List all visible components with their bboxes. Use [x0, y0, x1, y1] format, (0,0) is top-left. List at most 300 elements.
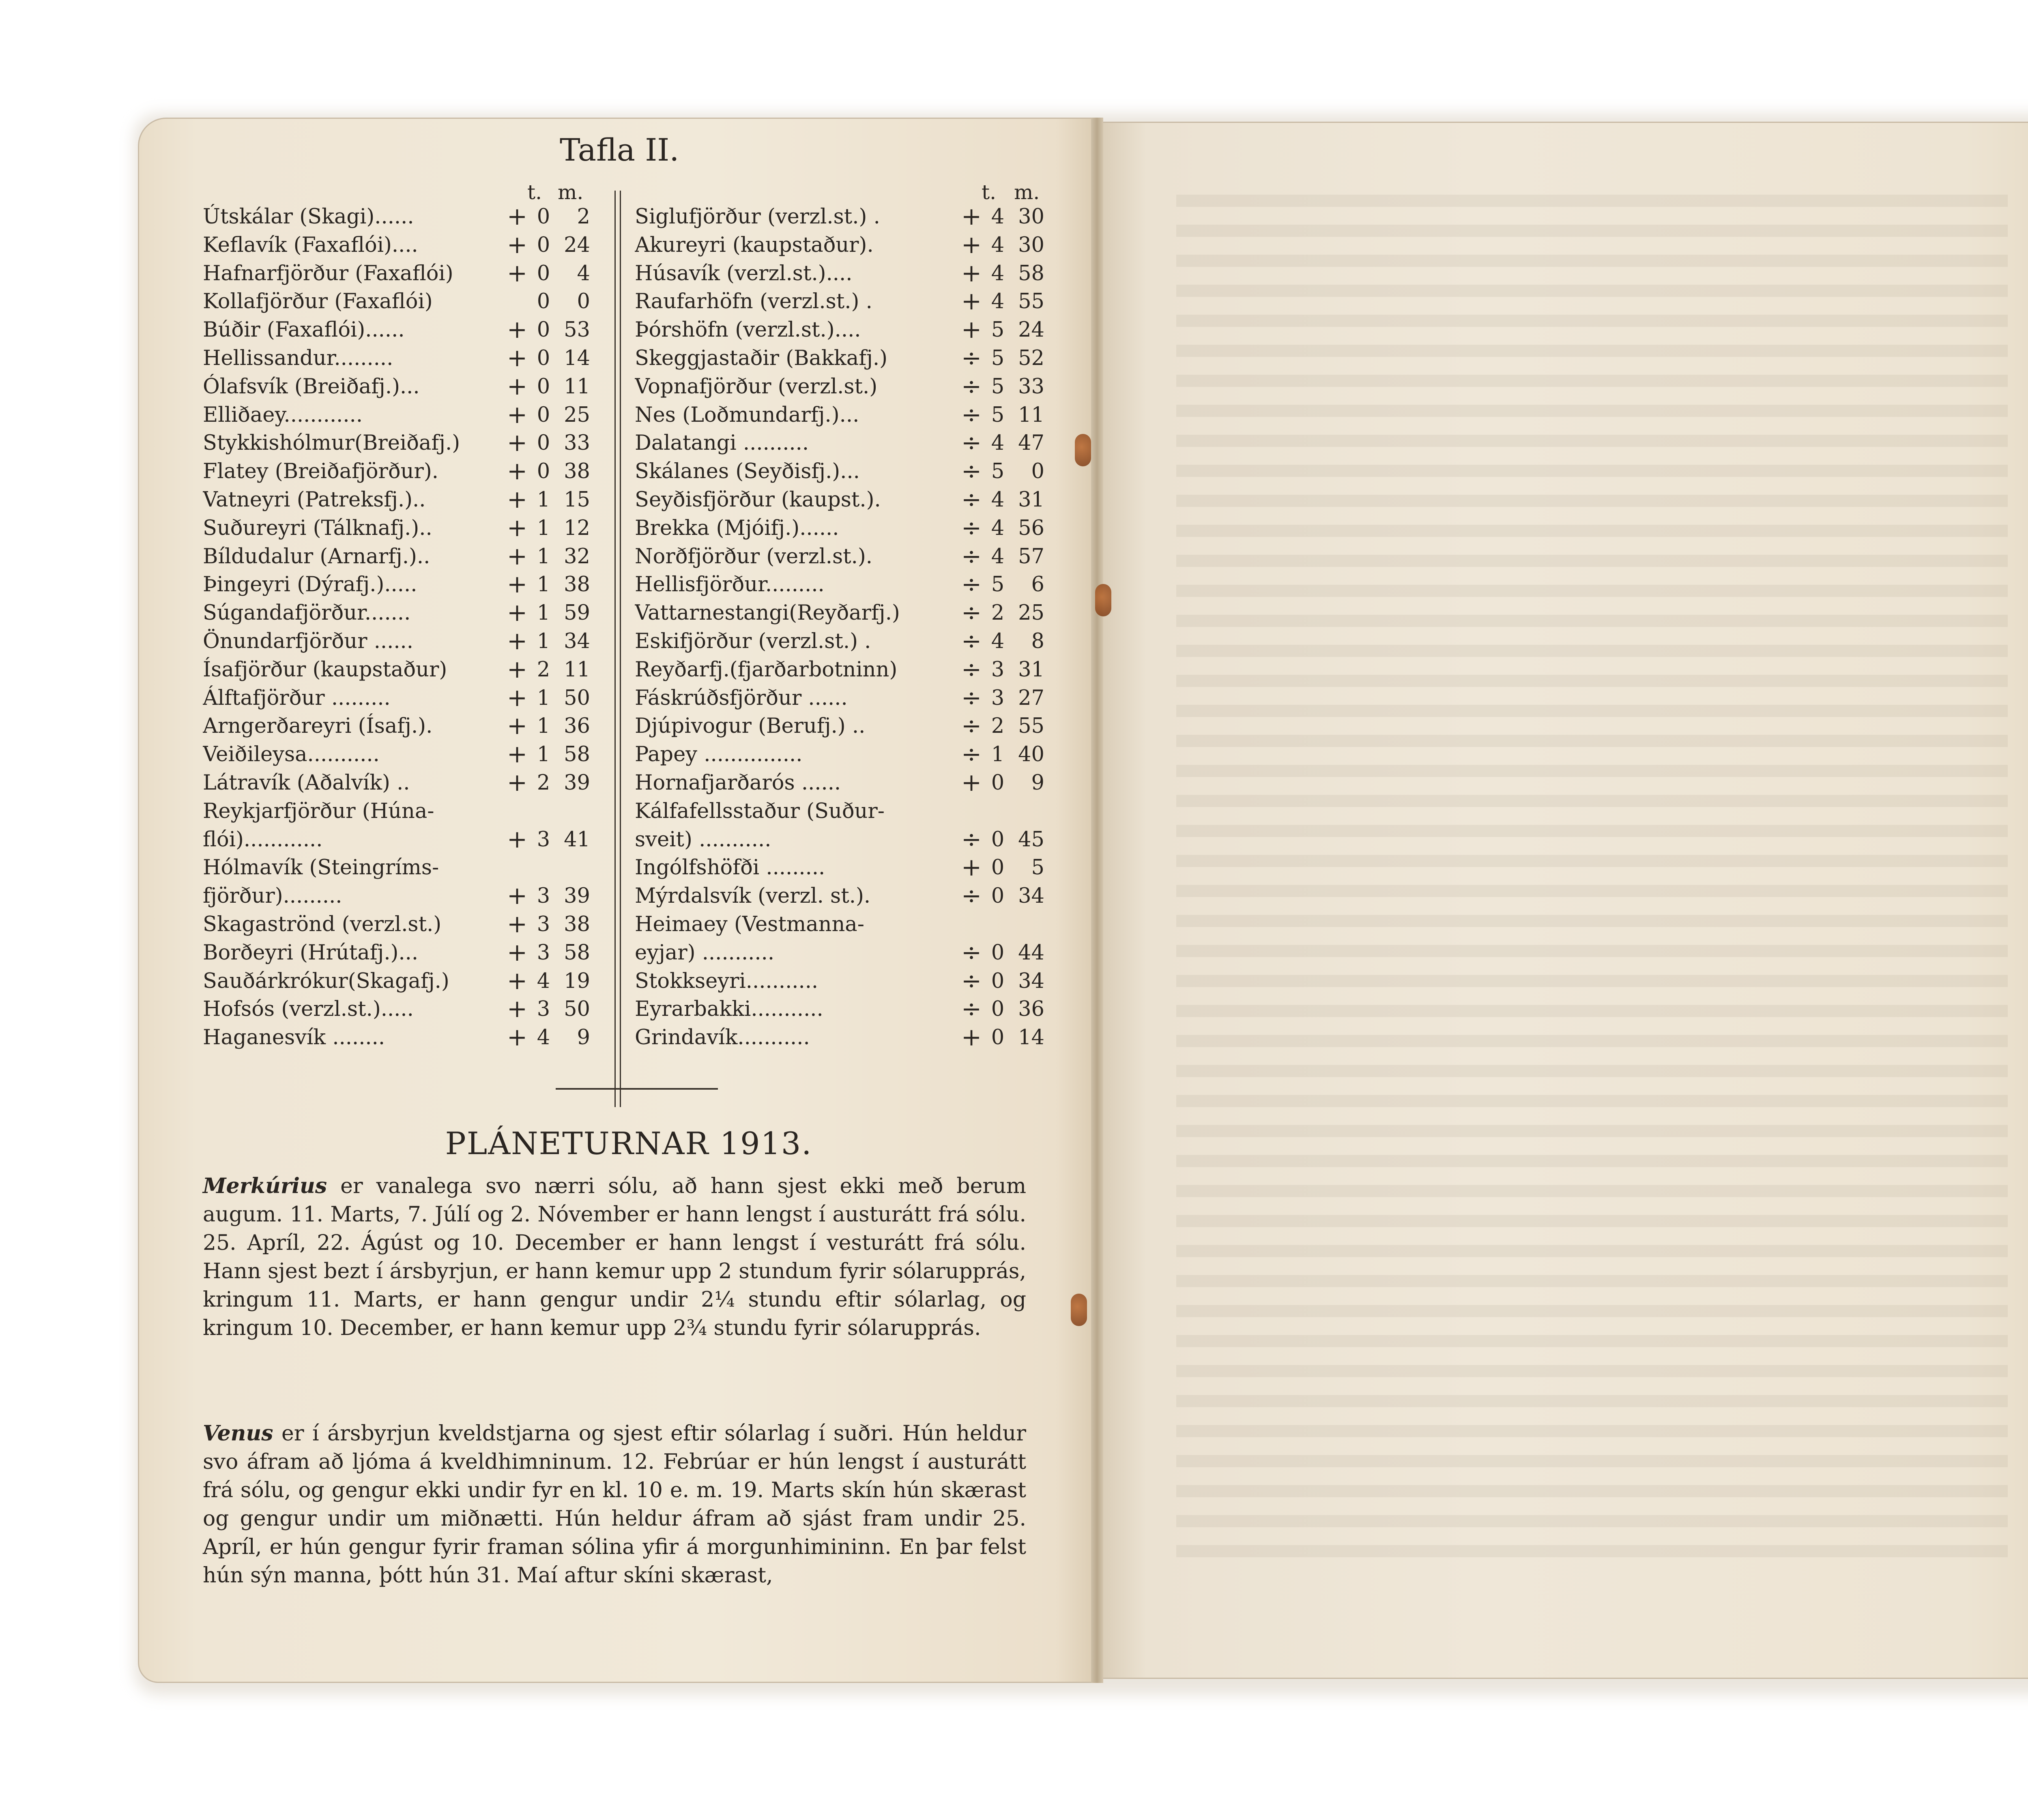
minutes: 41 — [564, 827, 590, 852]
hours: 0 — [537, 318, 550, 342]
sign: ÷ — [961, 966, 982, 995]
sign: + — [507, 938, 528, 967]
left-unit-minutes: m. — [558, 180, 584, 204]
minutes: 30 — [1018, 233, 1044, 257]
minutes: 19 — [564, 969, 590, 993]
sign: + — [507, 882, 528, 910]
place-name: Dalatangi .......... — [635, 431, 809, 455]
minutes: 53 — [564, 318, 590, 342]
place-name: Hofsós (verzl.st.)..... — [203, 997, 414, 1022]
place-name: Reyðarfj.(fjarðarbotninn) — [635, 657, 898, 682]
hours: 1 — [537, 686, 550, 710]
sign: + — [507, 627, 528, 655]
place-name: Vopnafjörður (verzl.st.) — [635, 374, 878, 399]
sign: + — [961, 230, 982, 259]
place-name: Ingólfshöfði ......... — [635, 856, 825, 880]
table-left-column — [203, 203, 633, 1052]
table-row — [635, 882, 1053, 910]
hours: 0 — [537, 431, 550, 455]
place-name: Bíldudalur (Arnarfj.).. — [203, 544, 430, 569]
minutes: 38 — [564, 573, 590, 597]
sign: + — [961, 1023, 982, 1052]
table-row — [203, 514, 633, 543]
minutes: 25 — [1018, 601, 1044, 625]
sign: + — [507, 202, 528, 231]
sign: + — [507, 400, 528, 429]
table-row — [635, 260, 1053, 288]
sign: ÷ — [961, 712, 982, 740]
sign: ÷ — [961, 429, 982, 457]
hours: 0 — [991, 1026, 1005, 1050]
table-row — [635, 826, 1053, 854]
table-row — [635, 486, 1053, 514]
table-row — [203, 797, 633, 826]
venus-lead: Venus — [203, 1421, 273, 1446]
minutes: 34 — [1018, 969, 1044, 993]
sign: + — [507, 485, 528, 514]
table-row — [203, 995, 633, 1024]
hours: 1 — [537, 544, 550, 569]
place-name: Útskálar (Skagi)...... — [203, 205, 414, 229]
hours: 5 — [991, 318, 1005, 342]
minutes: 39 — [564, 884, 590, 908]
table-title: Tafla II. — [560, 132, 679, 168]
hours: 1 — [537, 743, 550, 767]
minutes: 24 — [1018, 318, 1044, 342]
place-name: Látravík (Aðalvík) .. — [203, 770, 410, 795]
section-heading: PLÁNETURNAR 1913. — [445, 1125, 812, 1161]
hours: 5 — [991, 374, 1005, 399]
place-name: Skálanes (Seyðisfj.)... — [635, 459, 860, 484]
table-row — [635, 288, 1053, 316]
table-row — [635, 231, 1053, 260]
place-name: Akureyri (kaupstaður). — [635, 233, 874, 257]
table-row — [635, 316, 1053, 344]
hours: 5 — [991, 573, 1005, 597]
sign: ÷ — [961, 995, 982, 1024]
sign: + — [507, 1023, 528, 1052]
sign: ÷ — [961, 542, 982, 571]
sign: + — [507, 570, 528, 599]
place-name: Brekka (Mjóifj.)...... — [635, 516, 839, 540]
hours: 4 — [537, 969, 550, 993]
place-name: Skeggjastaðir (Bakkafj.) — [635, 346, 888, 370]
sign: ÷ — [961, 627, 982, 655]
place-name: Ólafsvík (Breiðafj.)... — [203, 374, 420, 399]
sign: ÷ — [961, 513, 982, 542]
place-name: Eskifjörður (verzl.st.) . — [635, 629, 871, 653]
minutes: 59 — [564, 601, 590, 625]
sign: + — [507, 655, 528, 684]
place-name: Önundarfjörður ...... — [203, 629, 413, 653]
sign: + — [507, 542, 528, 571]
sign: + — [507, 513, 528, 542]
sign: ÷ — [961, 655, 982, 684]
sign: + — [961, 287, 982, 316]
minutes: 33 — [1018, 374, 1044, 399]
sign: ÷ — [961, 343, 982, 372]
minutes: 12 — [564, 516, 590, 540]
table-row — [203, 203, 633, 231]
sign: ÷ — [961, 740, 982, 769]
sign: + — [507, 372, 528, 401]
place-name: Arngerðareyri (Ísafj.). — [203, 714, 433, 738]
table-row — [635, 203, 1053, 231]
table-row — [203, 543, 633, 571]
sign: + — [507, 825, 528, 854]
table-row — [203, 712, 633, 740]
table-row — [203, 939, 633, 967]
minutes: 57 — [1018, 544, 1044, 569]
sign: ÷ — [961, 882, 982, 910]
sign: ÷ — [961, 938, 982, 967]
place-name: Vatneyri (Patreksfj.).. — [203, 487, 426, 512]
minutes: 25 — [564, 403, 590, 427]
place-name: Suðureyri (Tálknafj.).. — [203, 516, 432, 540]
sign: ÷ — [961, 683, 982, 712]
minutes: 38 — [564, 459, 590, 484]
sign: ÷ — [961, 485, 982, 514]
place-name: Heimaey (Vestmanna- — [635, 912, 864, 936]
venus-text: er í ársbyrjun kveldstjarna og sjest eftir sólarlag í suðri. Hún heldur svo áfram að ljóma á kveldhimninum. 12. Febrúar er hún lengst í austurátt frá sólu, og gengur ekki undir fyr en kl. 10 e. m. 19. Marts skín hún skærast og gengur undir um miðnætti. Hún heldur áfram að sjást fram undir 25. Apríl, er hún gengur fyrir framan sólina yfir á morgunhimininn. En þar felst hún sýn manna, þótt hún 31. Maí aftur skíni skærast, — [203, 1421, 1026, 1588]
hours: 5 — [991, 459, 1005, 484]
minutes: 6 — [1031, 573, 1044, 597]
minutes: 34 — [1018, 884, 1044, 908]
hours: 1 — [537, 487, 550, 512]
staple-top — [1075, 434, 1091, 466]
table-row — [635, 373, 1053, 401]
column-divider — [614, 191, 621, 1107]
minutes: 11 — [564, 657, 590, 682]
table-row — [635, 457, 1053, 486]
place-name: Sauðárkrókur(Skagafj.) — [203, 969, 449, 993]
place-name: Hafnarfjörður (Faxaflói) — [203, 261, 453, 285]
hours: 4 — [991, 629, 1005, 653]
place-name: sveit) ........... — [635, 827, 771, 852]
table-row — [635, 740, 1053, 769]
mercury-paragraph — [203, 1172, 1026, 1342]
book-spine — [1091, 118, 1103, 1683]
hours: 0 — [991, 856, 1005, 880]
minutes: 32 — [564, 544, 590, 569]
place-name: Hornafjarðarós ...... — [635, 770, 841, 795]
hours: 4 — [991, 261, 1005, 285]
place-name: Stokkseyri........... — [635, 969, 819, 993]
sign: + — [507, 315, 528, 344]
table-row — [635, 514, 1053, 543]
table-row — [635, 797, 1053, 826]
place-name: Ísafjörður (kaupstaður) — [203, 657, 447, 682]
sign: ÷ — [961, 372, 982, 401]
table-row — [635, 627, 1053, 656]
hours: 4 — [991, 487, 1005, 512]
sign: + — [507, 457, 528, 486]
minutes: 44 — [1018, 940, 1044, 965]
hours: 0 — [991, 884, 1005, 908]
table-row — [635, 910, 1053, 939]
place-name: eyjar) ........... — [635, 940, 775, 965]
hours: 4 — [991, 516, 1005, 540]
hours: 4 — [991, 431, 1005, 455]
table-row — [203, 627, 633, 656]
hours: 2 — [537, 770, 550, 795]
staple-middle — [1095, 584, 1111, 616]
hours: 1 — [537, 573, 550, 597]
sign: ÷ — [961, 457, 982, 486]
hours: 0 — [537, 346, 550, 370]
minutes: 0 — [1031, 459, 1044, 484]
sign: + — [507, 259, 528, 288]
place-name: Haganesvík ........ — [203, 1026, 385, 1050]
minutes: 58 — [1018, 261, 1044, 285]
minutes: 38 — [564, 912, 590, 936]
table-row — [203, 373, 633, 401]
table-row — [203, 344, 633, 373]
hours: 1 — [537, 629, 550, 653]
place-name: Kálfafellsstaður (Suður- — [635, 799, 885, 823]
minutes: 52 — [1018, 346, 1044, 370]
sign: ÷ — [961, 400, 982, 429]
place-name: Hellisfjörður......... — [635, 573, 825, 597]
table-row — [635, 1024, 1053, 1052]
hours: 3 — [537, 940, 550, 965]
hours: 3 — [991, 686, 1005, 710]
minutes: 56 — [1018, 516, 1044, 540]
sign: + — [507, 343, 528, 372]
hours: 0 — [537, 233, 550, 257]
hours: 5 — [991, 346, 1005, 370]
table-row — [203, 457, 633, 486]
minutes: 24 — [564, 233, 590, 257]
minutes: 31 — [1018, 487, 1044, 512]
table-row — [203, 260, 633, 288]
table-row — [203, 401, 633, 429]
place-name: Norðfjörður (verzl.st.). — [635, 544, 872, 569]
table-row — [635, 712, 1053, 740]
sign: ÷ — [961, 570, 982, 599]
hours: 2 — [537, 657, 550, 682]
table-row — [203, 571, 633, 599]
minutes: 31 — [1018, 657, 1044, 682]
table-row — [203, 684, 633, 713]
venus-paragraph — [203, 1419, 1026, 1590]
place-name: Raufarhöfn (verzl.st.) . — [635, 290, 872, 314]
mercury-lead: Merkúrius — [203, 1174, 327, 1198]
sign: + — [507, 740, 528, 769]
table-row — [635, 429, 1053, 457]
minutes: 9 — [577, 1026, 590, 1050]
hours: 0 — [537, 290, 550, 314]
table-row — [203, 910, 633, 939]
hours: 4 — [991, 290, 1005, 314]
hours: 3 — [537, 912, 550, 936]
minutes: 33 — [564, 431, 590, 455]
place-name: Fáskrúðsfjörður ...... — [635, 686, 848, 710]
sign: + — [507, 910, 528, 938]
hours: 0 — [537, 403, 550, 427]
hours: 4 — [991, 205, 1005, 229]
hours: 0 — [991, 997, 1005, 1022]
table-right-column — [635, 203, 1053, 1052]
place-name: Eyrarbakki........... — [635, 997, 823, 1022]
minutes: 30 — [1018, 205, 1044, 229]
table-row — [635, 769, 1053, 797]
place-name: Djúpivogur (Berufj.) .. — [635, 714, 866, 738]
place-name: Búðir (Faxaflói)...... — [203, 318, 405, 342]
right-unit-hours: t. — [982, 180, 996, 204]
minutes: 8 — [1031, 629, 1044, 653]
sign: + — [507, 966, 528, 995]
minutes: 4 — [577, 261, 590, 285]
table-row — [635, 571, 1053, 599]
table-row — [203, 599, 633, 627]
hours: 2 — [991, 601, 1005, 625]
hours: 2 — [991, 714, 1005, 738]
hours: 4 — [991, 544, 1005, 569]
hours: 1 — [537, 601, 550, 625]
table-row — [635, 967, 1053, 996]
hours: 0 — [537, 261, 550, 285]
minutes: 2 — [577, 205, 590, 229]
place-name: flói)............ — [203, 827, 323, 852]
minutes: 27 — [1018, 686, 1044, 710]
sign: + — [507, 429, 528, 457]
table-row — [203, 486, 633, 514]
hours: 0 — [991, 827, 1005, 852]
minutes: 45 — [1018, 827, 1044, 852]
hours: 1 — [991, 743, 1005, 767]
place-name: Mýrdalsvík (verzl. st.). — [635, 884, 871, 908]
minutes: 55 — [1018, 714, 1044, 738]
hours: 0 — [991, 940, 1005, 965]
minutes: 55 — [1018, 290, 1044, 314]
hours: 4 — [991, 233, 1005, 257]
place-name: Álftafjörður ......... — [203, 686, 391, 710]
sign: + — [507, 995, 528, 1024]
place-name: Flatey (Breiðafjörður). — [203, 459, 438, 484]
sign: + — [961, 202, 982, 231]
minutes: 14 — [1018, 1026, 1044, 1050]
place-name: Skagaströnd (verzl.st.) — [203, 912, 442, 936]
table-row — [635, 939, 1053, 967]
place-name: Hellissandur......... — [203, 346, 393, 370]
place-name: Súgandafjörður....... — [203, 601, 411, 625]
minutes: 58 — [564, 743, 590, 767]
minutes: 15 — [564, 487, 590, 512]
sign: + — [507, 230, 528, 259]
place-name: Hólmavík (Steingríms- — [203, 856, 439, 880]
hours: 0 — [537, 459, 550, 484]
minutes: 34 — [564, 629, 590, 653]
minutes: 50 — [564, 997, 590, 1022]
sign: + — [507, 768, 528, 797]
hours: 1 — [537, 516, 550, 540]
minutes: 11 — [564, 374, 590, 399]
hours: 5 — [991, 403, 1005, 427]
hours: 3 — [537, 997, 550, 1022]
table-row — [635, 599, 1053, 627]
minutes: 50 — [564, 686, 590, 710]
table-row — [203, 288, 633, 316]
place-name: Keflavík (Faxaflói).... — [203, 233, 418, 257]
minutes: 11 — [1018, 403, 1044, 427]
show-through-text — [1176, 195, 2008, 1573]
table-row — [203, 429, 633, 457]
minutes: 39 — [564, 770, 590, 795]
sign: + — [961, 853, 982, 882]
hours: 4 — [537, 1026, 550, 1050]
table-row — [635, 656, 1053, 684]
place-name: Vattarnestangi(Reyðarfj.) — [635, 601, 900, 625]
table-row — [203, 316, 633, 344]
sign: + — [507, 599, 528, 627]
table-row — [635, 543, 1053, 571]
place-name: Elliðaey............ — [203, 403, 363, 427]
hours: 0 — [991, 770, 1005, 795]
left-unit-hours: t. — [527, 180, 542, 204]
table-row — [635, 684, 1053, 713]
place-name: Papey ............... — [635, 743, 803, 767]
place-name: Nes (Loðmundarfj.)... — [635, 403, 859, 427]
table-row — [203, 656, 633, 684]
sign: + — [961, 259, 982, 288]
minutes: 0 — [577, 290, 590, 314]
hours: 0 — [537, 374, 550, 399]
sign: + — [507, 712, 528, 740]
table-row — [203, 769, 633, 797]
staple-bottom — [1071, 1294, 1087, 1326]
place-name: Reykjarfjörður (Húna- — [203, 799, 434, 823]
minutes: 47 — [1018, 431, 1044, 455]
place-name: Grindavík........... — [635, 1026, 810, 1050]
minutes: 9 — [1031, 770, 1044, 795]
table-row — [203, 882, 633, 910]
place-name: Þingeyri (Dýrafj.)..... — [203, 573, 417, 597]
minutes: 5 — [1031, 856, 1044, 880]
minutes: 14 — [564, 346, 590, 370]
minutes: 40 — [1018, 743, 1044, 767]
sign: ÷ — [961, 599, 982, 627]
sign: + — [961, 315, 982, 344]
sign: ÷ — [961, 825, 982, 854]
table-row — [635, 854, 1053, 882]
table-row — [635, 401, 1053, 429]
hours: 0 — [991, 969, 1005, 993]
table-row — [203, 826, 633, 854]
table-row — [203, 854, 633, 882]
place-name: Húsavík (verzl.st.).... — [635, 261, 853, 285]
table-row — [203, 1024, 633, 1052]
table-row — [203, 740, 633, 769]
table-row — [635, 995, 1053, 1024]
place-name: Veiðileysa........... — [203, 743, 380, 767]
right-unit-minutes: m. — [1014, 180, 1040, 204]
minutes: 58 — [564, 940, 590, 965]
place-name: Þórshöfn (verzl.st.).... — [635, 318, 861, 342]
sign: + — [507, 683, 528, 712]
place-name: Kollafjörður (Faxaflói) — [203, 290, 433, 314]
place-name: Siglufjörður (verzl.st.) . — [635, 205, 880, 229]
minutes: 36 — [564, 714, 590, 738]
hours: 1 — [537, 714, 550, 738]
minutes: 36 — [1018, 997, 1044, 1022]
hours: 0 — [537, 205, 550, 229]
section-rule — [556, 1088, 718, 1090]
sign: + — [961, 768, 982, 797]
place-name: Seyðisfjörður (kaupst.). — [635, 487, 881, 512]
place-name: fjörður)......... — [203, 884, 342, 908]
table-row — [203, 231, 633, 260]
